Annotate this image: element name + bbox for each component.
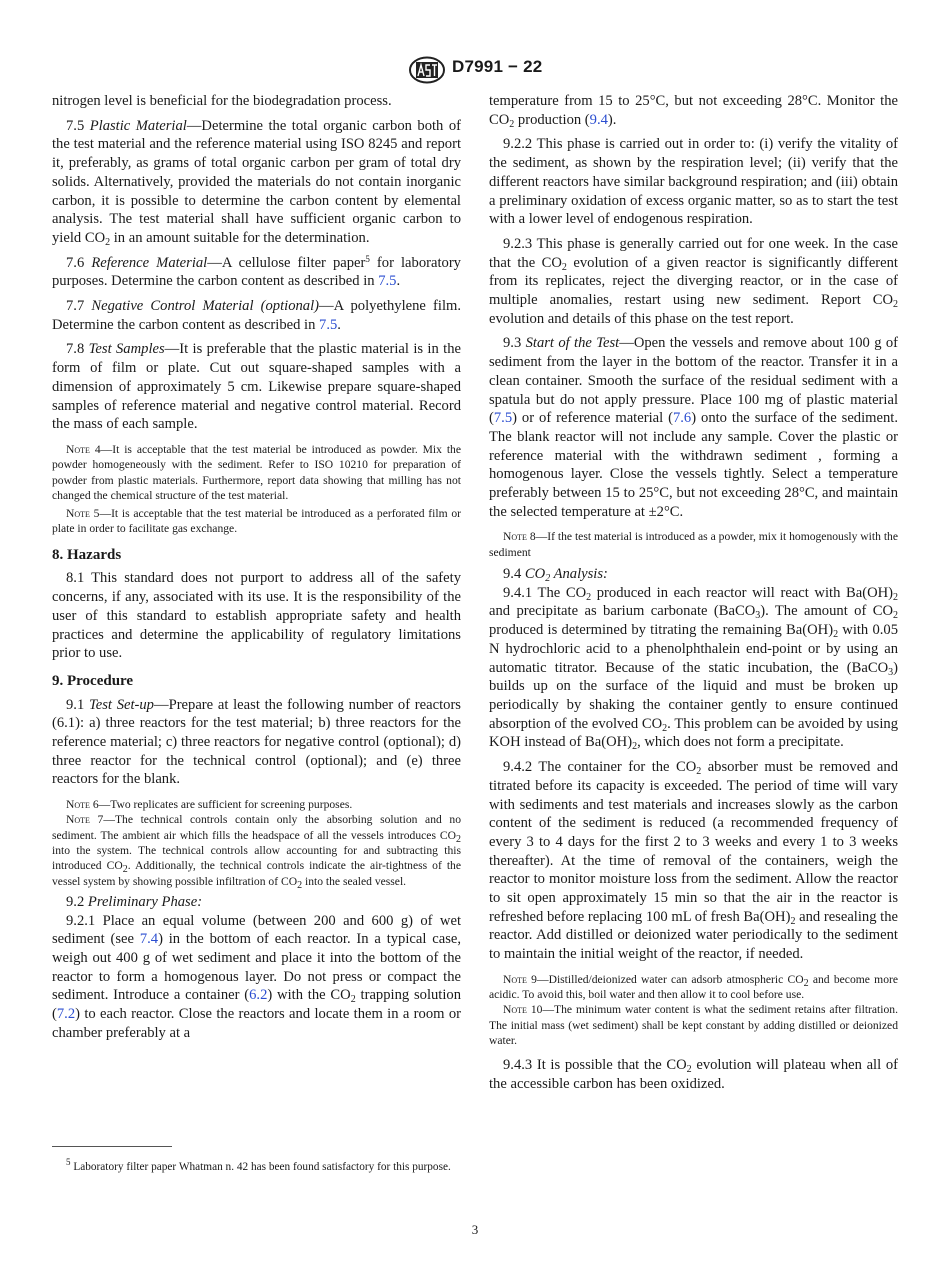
paragraph-9-2-1: 9.2.1 Place an equal volume (between 200 and 600 g) of wet sediment (see 7.4) in the bottom of each reactor. In a typical case, weigh out 400 g of wet sediment and place it into the bottom of the reactor to form a homogenous layer. Do not press or compact the sediment. Introduce a container (6.2) with the $CO_2$ trapping solution (7.2) to each reactor. Close the reactors and locate them in a room or chamber preferably at a <box>52 912 461 1041</box>
paragraph-9-2-3: 9.2.3 This phase is generally carried out for one week. In the case that the $CO_2$ evolution of a given reactor is significantly different from its replicates, reject the diverging reactor, or in the case of multiple anomalies, restart using new sediment. Report $CO_2$ evolution and details of this phase on the test report. <box>489 235 898 327</box>
paragraph-9-2-2: 9.2.2 This phase is carried out in order to: (i) verify the vitality of the sediment, as shown by the respiration level; (ii) verify that the different reactors have similar background respiration; and (iii) obtain a preliminary oxidation of excess organic matter, so as to start the test with a lower level of endogenous respiration. <box>489 136 898 228</box>
paragraph-8-1: 8.1 This standard does not purport to address all of the safety concerns, if any, associated with its use. It is the responsibility of the user of this standard to establish appropriate safety and health practices and determine the applicability of regulatory limitations prior to use. <box>52 570 461 662</box>
paragraph-7-6: 7.6 Reference Material—A cellulose filter paper$^5$ for laboratory purposes. Determine the carbon content as described in 7.5. <box>52 253 461 290</box>
footnote-mark: 5 <box>365 253 370 264</box>
note-7: Note 7—The technical controls contain only the absorbing solution and no sediment. The ambient air which fills the headspace of all the vessels introduces $CO_2$ into the system. The technical controls allow accounting for and subtracting this introduced $CO_2$. Additionally, the technical controls indicate the air-tightness of the vessel system by showing possible infiltration of $CO_2$ into the sealed vessel. <box>52 813 462 891</box>
paragraph-7-8: 7.8 Test Samples—It is preferable that the plastic material is in the form of film or plate. Cut out square-shaped samples with a dimension of approximately 5 cm. Likewise prepare square-shaped samples of reference material and negative control material. Record the mass of each sample. <box>52 341 461 433</box>
page-number: 3 <box>471 1222 479 1237</box>
section-heading-hazards: 8. Hazards <box>52 546 122 563</box>
footnote-divider <box>52 1146 172 1147</box>
section-link-7-5[interactable]: 7.5 <box>319 316 338 333</box>
paragraph-9-2: 9.2 Preliminary Phase: <box>66 893 203 910</box>
left-column <box>52 92 461 1043</box>
paragraph-7-5: 7.5 Plastic Material—Determine the total organic carbon both of the test material and the reference material using ISO 8245 and report it, preferably, as grams of total organic carbon per gram of total dry solids. Alternatively, provided the materials do not contain inorganic carbon, it is possible to determine the carbon content by elemental analysis. The test material shall have sufficient organic carbon to yield $CO_2$ in an amount suitable for the determination. <box>52 117 461 248</box>
paragraph-9-4: 9.4 $CO_2$ Analysis: <box>503 566 608 585</box>
section-link-7-5[interactable]: 7.5 <box>493 410 513 427</box>
section-heading-procedure: 9. Procedure <box>52 672 134 689</box>
section-link-7-2[interactable]: 7.2 <box>56 1006 76 1023</box>
section-link-7-5[interactable]: 7.5 <box>378 273 397 290</box>
paragraph-9-2-1-continued: temperature from 15 to 25°C, but not exceeding 28°C. Monitor the $CO_2$ production (9.4). <box>489 93 898 130</box>
paragraph-9-1: 9.1 Test Set-up—Prepare at least the following number of reactors (6.1): a) three reactors for the test material; b) three reactors for the reference material; c) three reactors for negative control (optional); d) three reactor for the technical control (optional); and (e) three reactors for the blank. <box>52 696 461 788</box>
astm-logo-icon <box>408 56 446 84</box>
paragraph-9-3: 9.3 Start of the Test—Open the vessels and remove about 100 g of sediment from the layer in the bottom of the reactor. Transfer it in a clean container. Smooth the surface of the residual sediment with a spatula but do not apply pressure. Place 100 mg of plastic material (7.5) or of reference material (7.6) onto the surface of the sediment. The blank reactor will not include any sample. Cover the plastic or reference material with the withdrawn sediment , forming a homogenous layer. Close the vessels tightly. Select a temperature preferably between 15 to 25°C, but not exceeding 28°C, and maintain the selected temperature at ±2°C. <box>489 335 898 520</box>
section-link-7-6[interactable]: 7.6 <box>672 410 692 427</box>
footnote-5: $^5$ Laboratory filter paper Whatman n. 42 has been found satisfactory for this purpose. <box>66 1157 451 1173</box>
note-5: Note 5—It is acceptable that the test material be introduced as a perforated film or plate in order to facilitate gas exchange. <box>52 507 461 536</box>
paragraph-7-7: 7.7 Negative Control Material (optional)—A polyethylene film. Determine the carbon content as described in 7.5. <box>52 298 461 333</box>
section-link-7-4[interactable]: 7.4 <box>139 931 159 948</box>
note-10: Note 10—The minimum water content is what the sediment retains after filtration. The initial mass (wet sediment) shall be kept constant by adding distilled or deionized water. <box>489 1003 898 1048</box>
note-9: Note 9—Distilled/deionized water can adsorb atmospheric $CO_2$ and become more acidic. To avoid this, boil water and then allow it to cool before use. <box>489 972 898 1002</box>
paragraph-9-4-2: 9.4.2 The container for the $CO_2$ absorber must be removed and titrated before its capacity is exceeded. The period of time will vary with sediments and test materials and increases slowly as the carbon content of the sediment is reduced (a recommended frequency of every 3 to 4 days for the first 2 to 3 weeks and every 1 to 3 weeks thereafter). At the time of removal of the containers, weigh the reactor to monitor moisture loss from the sediment. Allow the reactor to sit open approximately 15 min so that the air in the reactor is refreshed before replacing 100 mL of fresh $Ba(OH)_2$ and resealing the reactor. Add distilled or deionized water periodically to the sediment to maintain the initial weight of the reactor, if needed. <box>489 759 898 963</box>
paragraph-9-4-3: 9.4.3 It is possible that the $CO_2$ evolution will plateau when all of the accessible carbon has been oxidized. <box>489 1057 898 1093</box>
right-column <box>489 92 898 1094</box>
section-link-9-4[interactable]: 9.4 <box>589 111 608 128</box>
note-4: Note 4—It is acceptable that the test material be introduced as powder. Mix the powder homogeneously with the sediment. Refer to ISO 10210 for preparation of powder from plastic materials. Furthermore, report data showing that milling has not changed the chemical structure of the test material. <box>52 442 461 502</box>
page-header <box>0 56 950 84</box>
note-6: Note 6—Two replicates are sufficient for screening purposes. <box>66 798 353 812</box>
note-8: Note 8—If the test material is introduced as a powder, mix it homogenously with the sediment <box>489 530 898 559</box>
paragraph-continuation: nitrogen level is beneficial for the biodegradation process. <box>52 93 392 109</box>
standard-designation: D7991 − 22 <box>452 57 543 76</box>
section-link-6-2[interactable]: 6.2 <box>249 987 268 1004</box>
paragraph-9-4-1: 9.4.1 The $CO_2$ produced in each reactor will react with $Ba(OH)_2$ and precipitate as barium carbonate (BaCO$_3$). The amount of $CO_2$ produced is determined by titrating the remaining $Ba(OH)_2$ with 0.05 N hydrochloric acid to a phenolphthalein end-point or by using an automatic titrator. Because of the static incubation, the (BaCO$_3$) builds up on the surface of the liquid and must be broken up periodically by shaking the container gently to ensure continued absorption of the evolved $CO_2$. This problem can be avoided by using KOH instead of $Ba(OH)_2$, which does not form a precipitate. <box>489 584 899 753</box>
